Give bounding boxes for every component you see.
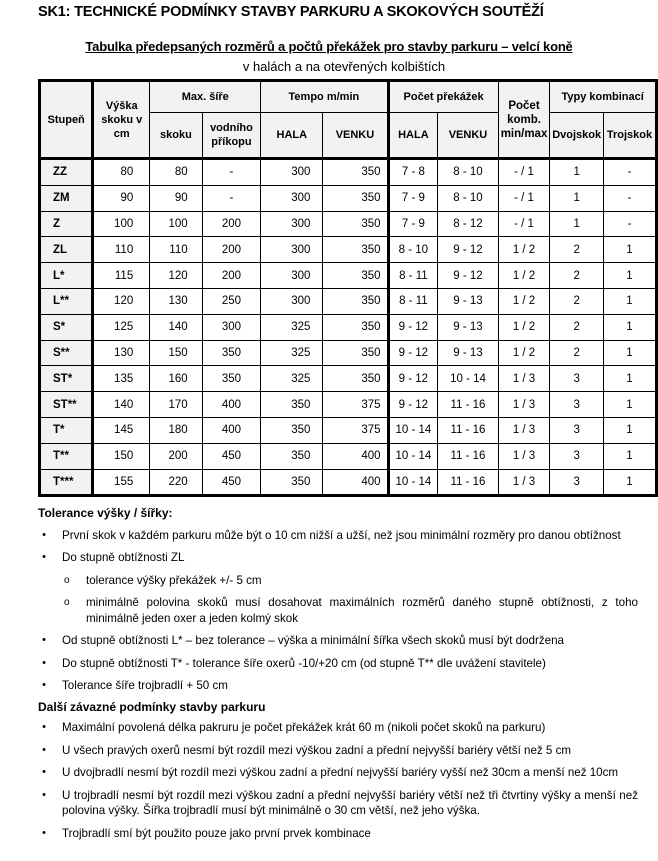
cell-tempo-venku: 350 xyxy=(323,314,388,340)
cell-stupen: T*** xyxy=(40,469,93,496)
cell-trojskok: 1 xyxy=(603,469,656,496)
condition-item-text: Maximální povolená délka pakruru je počet překážek krát 60 m (nikoli počet skoků na parkuru) xyxy=(62,721,546,734)
header-prekazky-hala: HALA xyxy=(388,113,438,159)
cell-skoku: 220 xyxy=(150,469,202,496)
cell-prekazky-hala: 8 - 10 xyxy=(388,237,438,263)
table-subtitle: v halách a na otevřených kolbištích xyxy=(242,59,446,74)
table-row xyxy=(40,366,657,392)
cell-dvojskok: 3 xyxy=(550,443,604,469)
cell-vodniho-prikopu: 350 xyxy=(202,366,261,392)
cell-dvojskok: 2 xyxy=(550,314,604,340)
cell-skoku: 160 xyxy=(150,366,202,392)
cell-skoku: 180 xyxy=(150,417,202,443)
cell-trojskok: 1 xyxy=(603,314,656,340)
condition-item xyxy=(38,765,638,781)
tolerance-subitem-text: minimálně polovina skoků musí dosahovat maximálních rozměrů daného stupně obtížnosti, z toho minimálně jeden oxer a jeden kolmý skok xyxy=(86,596,638,625)
cell-vyska: 90 xyxy=(93,185,150,211)
tolerance-item-text: Od stupně obtížnosti L* – bez tolerance – výška a minimální šířka všech skoků musí být dodržena xyxy=(62,634,565,647)
tolerance-subitem xyxy=(62,595,638,626)
cell-trojskok: 1 xyxy=(603,340,656,366)
header-tempo: Tempo m/min xyxy=(261,81,388,113)
cell-vodniho-prikopu: 300 xyxy=(202,314,261,340)
condition-item xyxy=(38,826,638,842)
cell-prekazky-hala: 9 - 12 xyxy=(388,392,438,418)
cell-tempo-venku: 400 xyxy=(323,443,388,469)
tolerance-heading: Tolerance výšky / šířky: xyxy=(38,506,173,520)
cell-pocet-komb: 1 / 2 xyxy=(498,263,550,289)
cell-vodniho-prikopu: 450 xyxy=(202,443,261,469)
cell-tempo-hala: 300 xyxy=(261,185,323,211)
cell-dvojskok: 3 xyxy=(550,366,604,392)
cell-stupen: T* xyxy=(40,417,93,443)
cell-prekazky-venku: 9 - 12 xyxy=(438,263,498,289)
cell-vodniho-prikopu: 250 xyxy=(202,288,261,314)
cell-vodniho-prikopu: - xyxy=(202,185,261,211)
cell-tempo-venku: 350 xyxy=(323,159,388,186)
cell-pocet-komb: 1 / 2 xyxy=(498,314,550,340)
cell-stupen: T** xyxy=(40,443,93,469)
cell-prekazky-venku: 11 - 16 xyxy=(438,417,498,443)
cell-tempo-hala: 350 xyxy=(261,469,323,496)
cell-tempo-hala: 300 xyxy=(261,159,323,186)
cell-prekazky-venku: 8 - 12 xyxy=(438,211,498,237)
header-vyska: Výška skoku v cm xyxy=(93,81,150,159)
header-trojskok: Trojskok xyxy=(603,113,656,159)
cell-pocet-komb: 1 / 3 xyxy=(498,366,550,392)
cell-vyska: 125 xyxy=(93,314,150,340)
tolerance-item xyxy=(38,633,638,649)
header-pocet-prekazek: Počet překážek xyxy=(388,81,498,113)
condition-item xyxy=(38,743,638,759)
tolerance-item xyxy=(38,678,638,694)
bullet-icon: • xyxy=(42,656,46,669)
cell-pocet-komb: 1 / 2 xyxy=(498,340,550,366)
cell-tempo-venku: 350 xyxy=(323,185,388,211)
cell-dvojskok: 3 xyxy=(550,469,604,496)
cell-tempo-hala: 300 xyxy=(261,288,323,314)
cell-pocet-komb: - / 1 xyxy=(498,211,550,237)
table-row xyxy=(40,288,657,314)
cell-skoku: 100 xyxy=(150,211,202,237)
cell-tempo-hala: 350 xyxy=(261,417,323,443)
cell-tempo-hala: 300 xyxy=(261,237,323,263)
cell-stupen: L* xyxy=(40,263,93,289)
table-row xyxy=(40,185,657,211)
cell-vodniho-prikopu: 200 xyxy=(202,263,261,289)
cell-stupen: ZZ xyxy=(40,159,93,186)
bullet-icon: • xyxy=(42,766,46,778)
cell-prekazky-venku: 8 - 10 xyxy=(438,159,498,186)
conditions-list xyxy=(38,720,638,841)
table-row xyxy=(40,340,657,366)
tolerance-item xyxy=(38,550,638,626)
cell-prekazky-hala: 7 - 8 xyxy=(388,159,438,186)
cell-vyska: 150 xyxy=(93,443,150,469)
condition-item xyxy=(38,720,638,736)
cell-pocet-komb: 1 / 2 xyxy=(498,288,550,314)
header-dvojskok: Dvojskok xyxy=(550,113,604,159)
table-row xyxy=(40,443,657,469)
cell-dvojskok: 1 xyxy=(550,185,604,211)
cell-prekazky-hala: 8 - 11 xyxy=(388,288,438,314)
condition-item-text: U všech pravých oxerů nesmí být rozdíl mezi výškou zadní a přední nejvyšší bariéry větší než 5 cm xyxy=(62,743,572,757)
cell-prekazky-venku: 8 - 10 xyxy=(438,185,498,211)
cell-vyska: 140 xyxy=(93,392,150,418)
cell-skoku: 140 xyxy=(150,314,202,340)
tolerance-item-text: Do stupně obtížnosti T* - tolerance šíře oxerů -10/+20 cm (od stupně T** dle uvážení stavitele) xyxy=(62,656,546,670)
table-title: Tabulka předepsaných rozměrů a počtů překážek pro stavby parkuru – velcí koně xyxy=(85,39,573,54)
cell-stupen: ZM xyxy=(40,185,93,211)
cell-dvojskok: 1 xyxy=(550,159,604,186)
condition-item-text: U dvojbradlí nesmí být rozdíl mezi výškou zadní a přední nejvyšší bariéry vyšší než 30cm a menší než 10cm xyxy=(62,766,619,779)
cell-pocet-komb: 1 / 2 xyxy=(498,237,550,263)
cell-tempo-venku: 350 xyxy=(323,263,388,289)
tolerance-item-text: Tolerance šíře trojbradlí + 50 cm xyxy=(62,679,228,692)
cell-trojskok: 1 xyxy=(603,237,656,263)
cell-tempo-venku: 350 xyxy=(323,288,388,314)
bullet-icon: • xyxy=(42,679,46,691)
cell-tempo-venku: 350 xyxy=(323,366,388,392)
header-prekazky-venku: VENKU xyxy=(438,113,498,159)
tolerance-list xyxy=(38,528,638,694)
cell-skoku: 90 xyxy=(150,185,202,211)
cell-dvojskok: 1 xyxy=(550,211,604,237)
cell-prekazky-venku: 9 - 13 xyxy=(438,288,498,314)
tolerance-item-text: První skok v každém parkuru může být o 10 cm nižší a užší, než jsou minimální rozměry pro danou obtížnost xyxy=(62,528,621,542)
rules-section xyxy=(38,506,638,848)
cell-trojskok: 1 xyxy=(603,417,656,443)
cell-prekazky-hala: 7 - 9 xyxy=(388,211,438,237)
cell-prekazky-venku: 9 - 12 xyxy=(438,237,498,263)
cell-tempo-venku: 400 xyxy=(323,469,388,496)
cell-pocet-komb: - / 1 xyxy=(498,159,550,186)
header-vodniho-prikopu: vodního příkopu xyxy=(202,113,261,159)
cell-stupen: S* xyxy=(40,314,93,340)
bullet-icon: • xyxy=(42,634,46,646)
table-row xyxy=(40,469,657,496)
cell-tempo-hala: 325 xyxy=(261,314,323,340)
cell-skoku: 110 xyxy=(150,237,202,263)
cell-trojskok: - xyxy=(603,211,656,237)
table-row xyxy=(40,392,657,418)
cell-trojskok: 1 xyxy=(603,288,656,314)
bullet-icon: • xyxy=(42,551,46,563)
cell-stupen: L** xyxy=(40,288,93,314)
cell-prekazky-hala: 10 - 14 xyxy=(388,443,438,469)
table-row xyxy=(40,237,657,263)
cell-vyska: 120 xyxy=(93,288,150,314)
header-tempo-venku: VENKU xyxy=(323,113,388,159)
cell-skoku: 170 xyxy=(150,392,202,418)
cell-vyska: 115 xyxy=(93,263,150,289)
cell-skoku: 130 xyxy=(150,288,202,314)
condition-item-text: Trojbradlí smí být použito pouze jako první prvek kombinace xyxy=(62,826,371,840)
table-body xyxy=(40,159,657,496)
cell-vyska: 155 xyxy=(93,469,150,496)
cell-dvojskok: 3 xyxy=(550,392,604,418)
cell-skoku: 120 xyxy=(150,263,202,289)
cell-pocet-komb: 1 / 3 xyxy=(498,417,550,443)
header-typy-kombinaci: Typy kombinací xyxy=(550,81,657,113)
cell-tempo-venku: 350 xyxy=(323,340,388,366)
cell-dvojskok: 2 xyxy=(550,340,604,366)
cell-vyska: 135 xyxy=(93,366,150,392)
cell-prekazky-hala: 10 - 14 xyxy=(388,417,438,443)
cell-stupen: ZL xyxy=(40,237,93,263)
cell-dvojskok: 2 xyxy=(550,288,604,314)
header-max-sire: Max. šíře xyxy=(150,81,261,113)
bullet-icon: • xyxy=(42,788,46,801)
cell-trojskok: - xyxy=(603,185,656,211)
obstacle-table xyxy=(38,79,658,497)
cell-vodniho-prikopu: 450 xyxy=(202,469,261,496)
cell-prekazky-hala: 8 - 11 xyxy=(388,263,438,289)
cell-skoku: 150 xyxy=(150,340,202,366)
cell-prekazky-venku: 10 - 14 xyxy=(438,366,498,392)
cell-trojskok: 1 xyxy=(603,392,656,418)
condition-item-text: U trojbradlí nesmí být rozdíl mezi výškou zadní a přední nejvyšší bariéry větší než tři čtvrtiny výšky a menší než polovina výšky. Šířka trojbradlí musí být minimálně o 30 cm větší, než jeho výška. xyxy=(62,788,638,817)
cell-vodniho-prikopu: 400 xyxy=(202,392,261,418)
tolerance-item-text: Do stupně obtížnosti ZL xyxy=(62,551,185,564)
circle-bullet-icon: o xyxy=(64,597,70,608)
cell-tempo-hala: 300 xyxy=(261,211,323,237)
cell-prekazky-venku: 9 - 13 xyxy=(438,340,498,366)
bullet-icon: • xyxy=(42,743,46,756)
cell-pocet-komb: 1 / 3 xyxy=(498,443,550,469)
header-stupen: Stupeň xyxy=(40,81,93,159)
header-row-1 xyxy=(40,81,657,113)
condition-item xyxy=(38,788,638,819)
header-pocet-komb: Počet komb. min/max xyxy=(498,81,550,159)
cell-stupen: ST* xyxy=(40,366,93,392)
document-title: SK1: TECHNICKÉ PODMÍNKY STAVBY PARKURU A SKOKOVÝCH SOUTĚŽÍ xyxy=(38,4,544,20)
cell-prekazky-hala: 9 - 12 xyxy=(388,366,438,392)
header-skoku: skoku xyxy=(150,113,202,159)
cell-vyska: 110 xyxy=(93,237,150,263)
cell-stupen: S** xyxy=(40,340,93,366)
cell-vodniho-prikopu: 200 xyxy=(202,211,261,237)
cell-prekazky-venku: 11 - 16 xyxy=(438,443,498,469)
cell-tempo-venku: 375 xyxy=(323,417,388,443)
tolerance-item xyxy=(38,528,638,544)
cell-vyska: 145 xyxy=(93,417,150,443)
cell-tempo-hala: 350 xyxy=(261,443,323,469)
cell-pocet-komb: - / 1 xyxy=(498,185,550,211)
table-row xyxy=(40,417,657,443)
cell-stupen: ST** xyxy=(40,392,93,418)
cell-trojskok: 1 xyxy=(603,366,656,392)
table-row xyxy=(40,263,657,289)
cell-tempo-venku: 375 xyxy=(323,392,388,418)
cell-dvojskok: 2 xyxy=(550,237,604,263)
cell-vodniho-prikopu: - xyxy=(202,159,261,186)
cell-tempo-venku: 350 xyxy=(323,211,388,237)
cell-vyska: 100 xyxy=(93,211,150,237)
cell-vodniho-prikopu: 400 xyxy=(202,417,261,443)
bullet-icon: • xyxy=(42,826,46,839)
bullet-icon: • xyxy=(42,528,46,541)
cell-vodniho-prikopu: 200 xyxy=(202,237,261,263)
cell-prekazky-venku: 11 - 16 xyxy=(438,469,498,496)
cell-dvojskok: 2 xyxy=(550,263,604,289)
cell-pocet-komb: 1 / 3 xyxy=(498,392,550,418)
circle-bullet-icon: o xyxy=(64,574,70,586)
cell-trojskok: 1 xyxy=(603,263,656,289)
cell-skoku: 200 xyxy=(150,443,202,469)
header-tempo-hala: HALA xyxy=(261,113,323,159)
tolerance-subitem xyxy=(62,573,638,589)
cell-vyska: 80 xyxy=(93,159,150,186)
cell-trojskok: - xyxy=(603,159,656,186)
tolerance-sublist xyxy=(62,573,638,627)
cell-tempo-hala: 300 xyxy=(261,263,323,289)
cell-skoku: 80 xyxy=(150,159,202,186)
cell-vyska: 130 xyxy=(93,340,150,366)
cell-trojskok: 1 xyxy=(603,443,656,469)
cell-prekazky-venku: 11 - 16 xyxy=(438,392,498,418)
tolerance-item xyxy=(38,656,638,672)
cell-prekazky-hala: 9 - 12 xyxy=(388,340,438,366)
cell-prekazky-hala: 10 - 14 xyxy=(388,469,438,496)
cell-tempo-hala: 350 xyxy=(261,392,323,418)
cell-prekazky-venku: 9 - 13 xyxy=(438,314,498,340)
cell-pocet-komb: 1 / 3 xyxy=(498,469,550,496)
tolerance-subitem-text: tolerance výšky překážek +/- 5 cm xyxy=(86,573,262,587)
cell-tempo-hala: 325 xyxy=(261,366,323,392)
table-row xyxy=(40,211,657,237)
table-row xyxy=(40,314,657,340)
cell-tempo-hala: 325 xyxy=(261,340,323,366)
table-row xyxy=(40,159,657,186)
cell-dvojskok: 3 xyxy=(550,417,604,443)
conditions-heading: Další závazné podmínky stavby parkuru xyxy=(38,699,266,714)
cell-stupen: Z xyxy=(40,211,93,237)
cell-prekazky-hala: 7 - 9 xyxy=(388,185,438,211)
cell-tempo-venku: 350 xyxy=(323,237,388,263)
bullet-icon: • xyxy=(42,721,46,733)
cell-vodniho-prikopu: 350 xyxy=(202,340,261,366)
cell-prekazky-hala: 9 - 12 xyxy=(388,314,438,340)
